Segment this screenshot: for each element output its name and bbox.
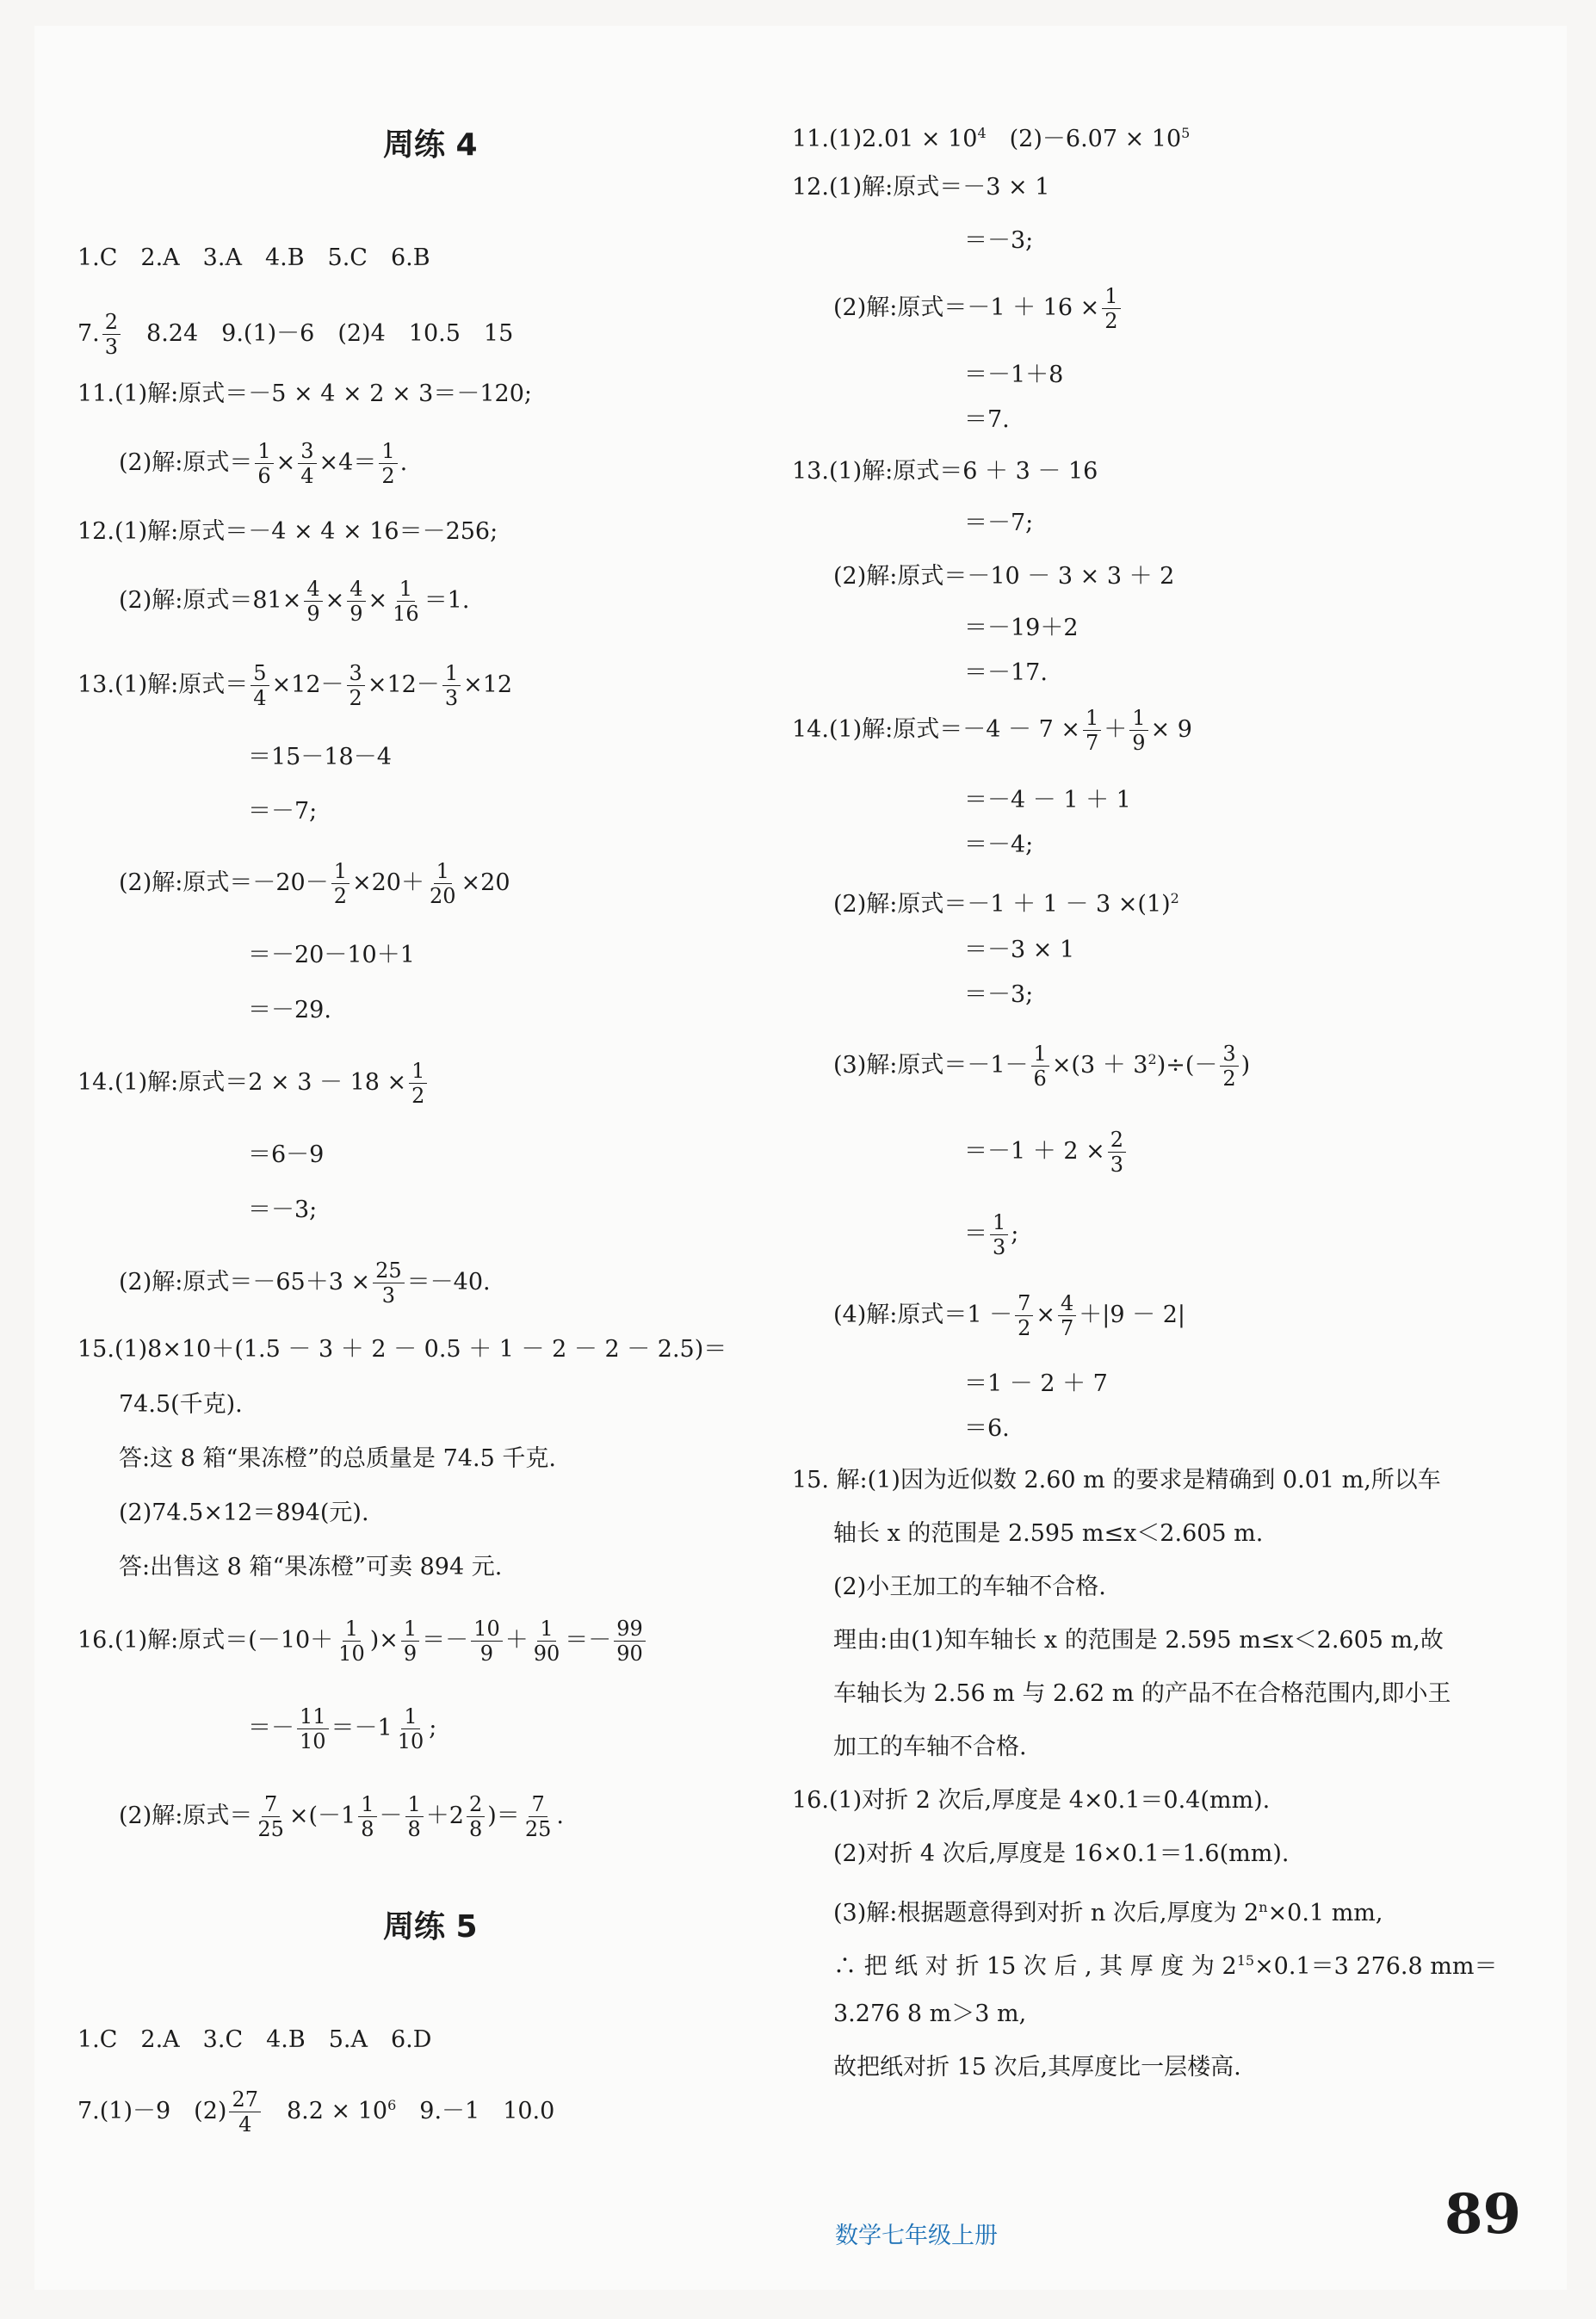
answer-line: 11.(1)解:原式＝－5 × 4 × 2 × 3＝－120;: [77, 380, 532, 407]
answer-line: (2)74.5×12＝894(元).: [119, 1500, 369, 1526]
footer-subject: 数学七年级上册: [835, 2223, 998, 2249]
answer-line: ＝－3;: [964, 227, 1034, 254]
section-title-week4: 周练 4: [383, 127, 478, 163]
answer-line: 14.(1)解:原式＝2 × 3 － 18 × $\frac{1}{2}$: [77, 1059, 430, 1108]
answer-line: 1.C 2.A 3.C 4.B 5.A 6.D: [77, 2026, 432, 2053]
answer-line: ＝－1＋8: [964, 362, 1064, 388]
answer-line: ＝－1 ＋ 2 × $\frac{2}{3}$: [964, 1128, 1129, 1177]
answer-line: 12.(1)解:原式＝－4 × 4 × 16＝－256;: [77, 518, 498, 545]
answer-line: (2)对折 4 次后,厚度是 16×0.1＝1.6(mm).: [833, 1840, 1290, 1867]
answer-line: ＝－ $\frac{11}{10}$ ＝－1 $\frac{1}{10}$ ;: [248, 1704, 437, 1753]
answer-line: 轴长 x 的范围是 2.595 m≤x＜2.605 m.: [833, 1520, 1264, 1547]
answer-line: 13.(1)解:原式＝6 ＋ 3 － 16: [792, 458, 1098, 485]
answer-line: ＝7.: [964, 406, 1010, 433]
answer-line: ＝－3;: [964, 981, 1034, 1008]
answer-line: ＝15－18－4: [248, 744, 392, 770]
answer-line: 答:这 8 箱“果冻橙”的总质量是 74.5 千克.: [119, 1445, 556, 1472]
answer-line: 7. $\frac{2}{3}$ 8.24 9.(1)－6 (2)4 10.5 15: [77, 310, 514, 359]
answer-line: ＝－4 － 1 ＋ 1: [964, 787, 1131, 813]
answer-line: (2)解:原式＝－20－ $\frac{1}{2}$ ×20＋ $\frac{1}{20}$ ×20: [119, 859, 510, 908]
answer-line: 车轴长为 2.56 m 与 2.62 m 的产品不在合格范围内,即小王: [833, 1680, 1451, 1707]
answer-line: ＝ $\frac{1}{3}$ ;: [964, 1210, 1019, 1259]
answer-line: (2)解:原式＝－1 ＋ 16 × $\frac{1}{2}$: [833, 284, 1123, 333]
answer-line: 7.(1)－9 (2) $\frac{27}{4}$ $8.2 \times 10^6$ 9.－1 10.0: [77, 2087, 555, 2137]
answer-line: 1.C 2.A 3.A 4.B 5.C 6.B: [77, 244, 430, 271]
answer-line: 15. 解:(1)因为近似数 2.60 m 的要求是精确到 0.01 m,所以车: [792, 1467, 1441, 1493]
answer-line: ＝1 － 2 ＋ 7: [964, 1370, 1108, 1397]
answer-line: ＝－29.: [248, 997, 331, 1023]
answer-line: ＝－7;: [964, 510, 1034, 536]
answer-line: ＝6.: [964, 1415, 1010, 1442]
answer-line: (3)解:原式＝－1－ $\frac{1}{6}$ $\times(3 + 3^2)\div(-$ $\frac{3}{2}$ ): [833, 1042, 1251, 1091]
answer-line: ＝－19＋2: [964, 615, 1079, 641]
answer-line: (3)解:根据题意得到对折 n 次后,厚度为 $2^n\times 0.1$ mm,: [833, 1899, 1383, 1926]
answer-line: 13.(1)解:原式＝ $\frac{5}{4}$ ×12－ $\frac{3}{2}$ ×12－ $\frac{1}{3}$ ×12: [77, 661, 513, 710]
answer-line: $11.(1)2.01 \times 10^4$ $(2)-6.07 \times 10^5$: [792, 125, 1191, 152]
answer-line: ＝－17.: [964, 659, 1048, 686]
answer-line: (2)解:原式＝ $\frac{1}{6}$ × $\frac{3}{4}$ ×4＝ $\frac{1}{2}$ .: [119, 439, 408, 488]
answer-line: 加工的车轴不合格.: [833, 1734, 1027, 1760]
answer-line: (2)解:原式＝ $\frac{7}{25}$ ×(－1 $\frac{1}{8}$ － $\frac{1}{8}$ ＋2 $\frac{2}{8}$ )＝ $\frac{7}{25}$ .: [119, 1792, 564, 1841]
answer-line: (2)解:原式＝－10 － 3 × 3 ＋ 2: [833, 563, 1175, 590]
answer-line: ＝－7;: [248, 798, 318, 825]
answer-line: 答:出售这 8 箱“果冻橙”可卖 894 元.: [119, 1554, 503, 1580]
answer-line: ＝－20－10＋1: [248, 942, 415, 968]
answer-line: (2)小王加工的车轴不合格.: [833, 1574, 1106, 1600]
answer-line: 故把纸对折 15 次后,其厚度比一层楼高.: [833, 2054, 1241, 2081]
answer-line: ＝－3;: [248, 1197, 318, 1223]
answer-line: (4)解:原式＝1 － $\frac{7}{2}$ × $\frac{4}{7}$ ＋|9 － 2|: [833, 1291, 1186, 1340]
answer-line: 74.5(千克).: [119, 1391, 243, 1418]
answer-line: (2)解:原式＝81× $\frac{4}{9}$ × $\frac{4}{9}$ × $\frac{1}{16}$ ＝1.: [119, 577, 470, 626]
answer-line: 15.(1)8×10＋(1.5 － 3 ＋ 2 － 0.5 ＋ 1 － 2 － 2 － 2.5)＝: [77, 1336, 727, 1363]
answer-line: ＝6－9: [248, 1141, 325, 1168]
answer-line: 14.(1)解:原式＝－4 － 7 × $\frac{1}{7}$ ＋ $\frac{1}{9}$ × 9: [792, 706, 1192, 755]
fraction: $\frac{2}{3}$: [102, 310, 121, 359]
answer-page: [34, 26, 1567, 2290]
answer-line: 理由:由(1)知车轴长 x 的范围是 2.595 m≤x＜2.605 m,故: [833, 1627, 1444, 1654]
answer-line: ＝－3 × 1: [964, 937, 1075, 963]
answer-line: (2)解:原式＝－65＋3 × $\frac{25}{3}$ ＝－40.: [119, 1258, 491, 1308]
page-number: 89: [1444, 2182, 1522, 2247]
answer-line: 16.(1)对折 2 次后,厚度是 4×0.1＝0.4(mm).: [792, 1787, 1271, 1814]
answer-line: ∴ 把 纸 对 折 15 次 后 , 其 厚 度 为 $2^{15}\times 0.1=3$ 276.8 mm＝: [833, 1952, 1498, 1980]
answer-line: 16.(1)解:原式＝(－10＋ $\frac{1}{10}$ )× $\frac{1}{9}$ ＝－ $\frac{10}{9}$ ＋ $\frac{1}{90}$ ＝－ $\frac{99}{90}$: [77, 1617, 648, 1666]
answer-line: (2)解:原式$=-1 + 1 - 3 \times(1)^2$: [833, 890, 1179, 918]
answer-line: 3.276 8 m＞3 m,: [833, 2001, 1027, 2027]
answer-line: ＝－4;: [964, 832, 1034, 858]
answer-line: 12.(1)解:原式＝－3 × 1: [792, 174, 1050, 201]
section-title-week5: 周练 5: [383, 1909, 478, 1945]
